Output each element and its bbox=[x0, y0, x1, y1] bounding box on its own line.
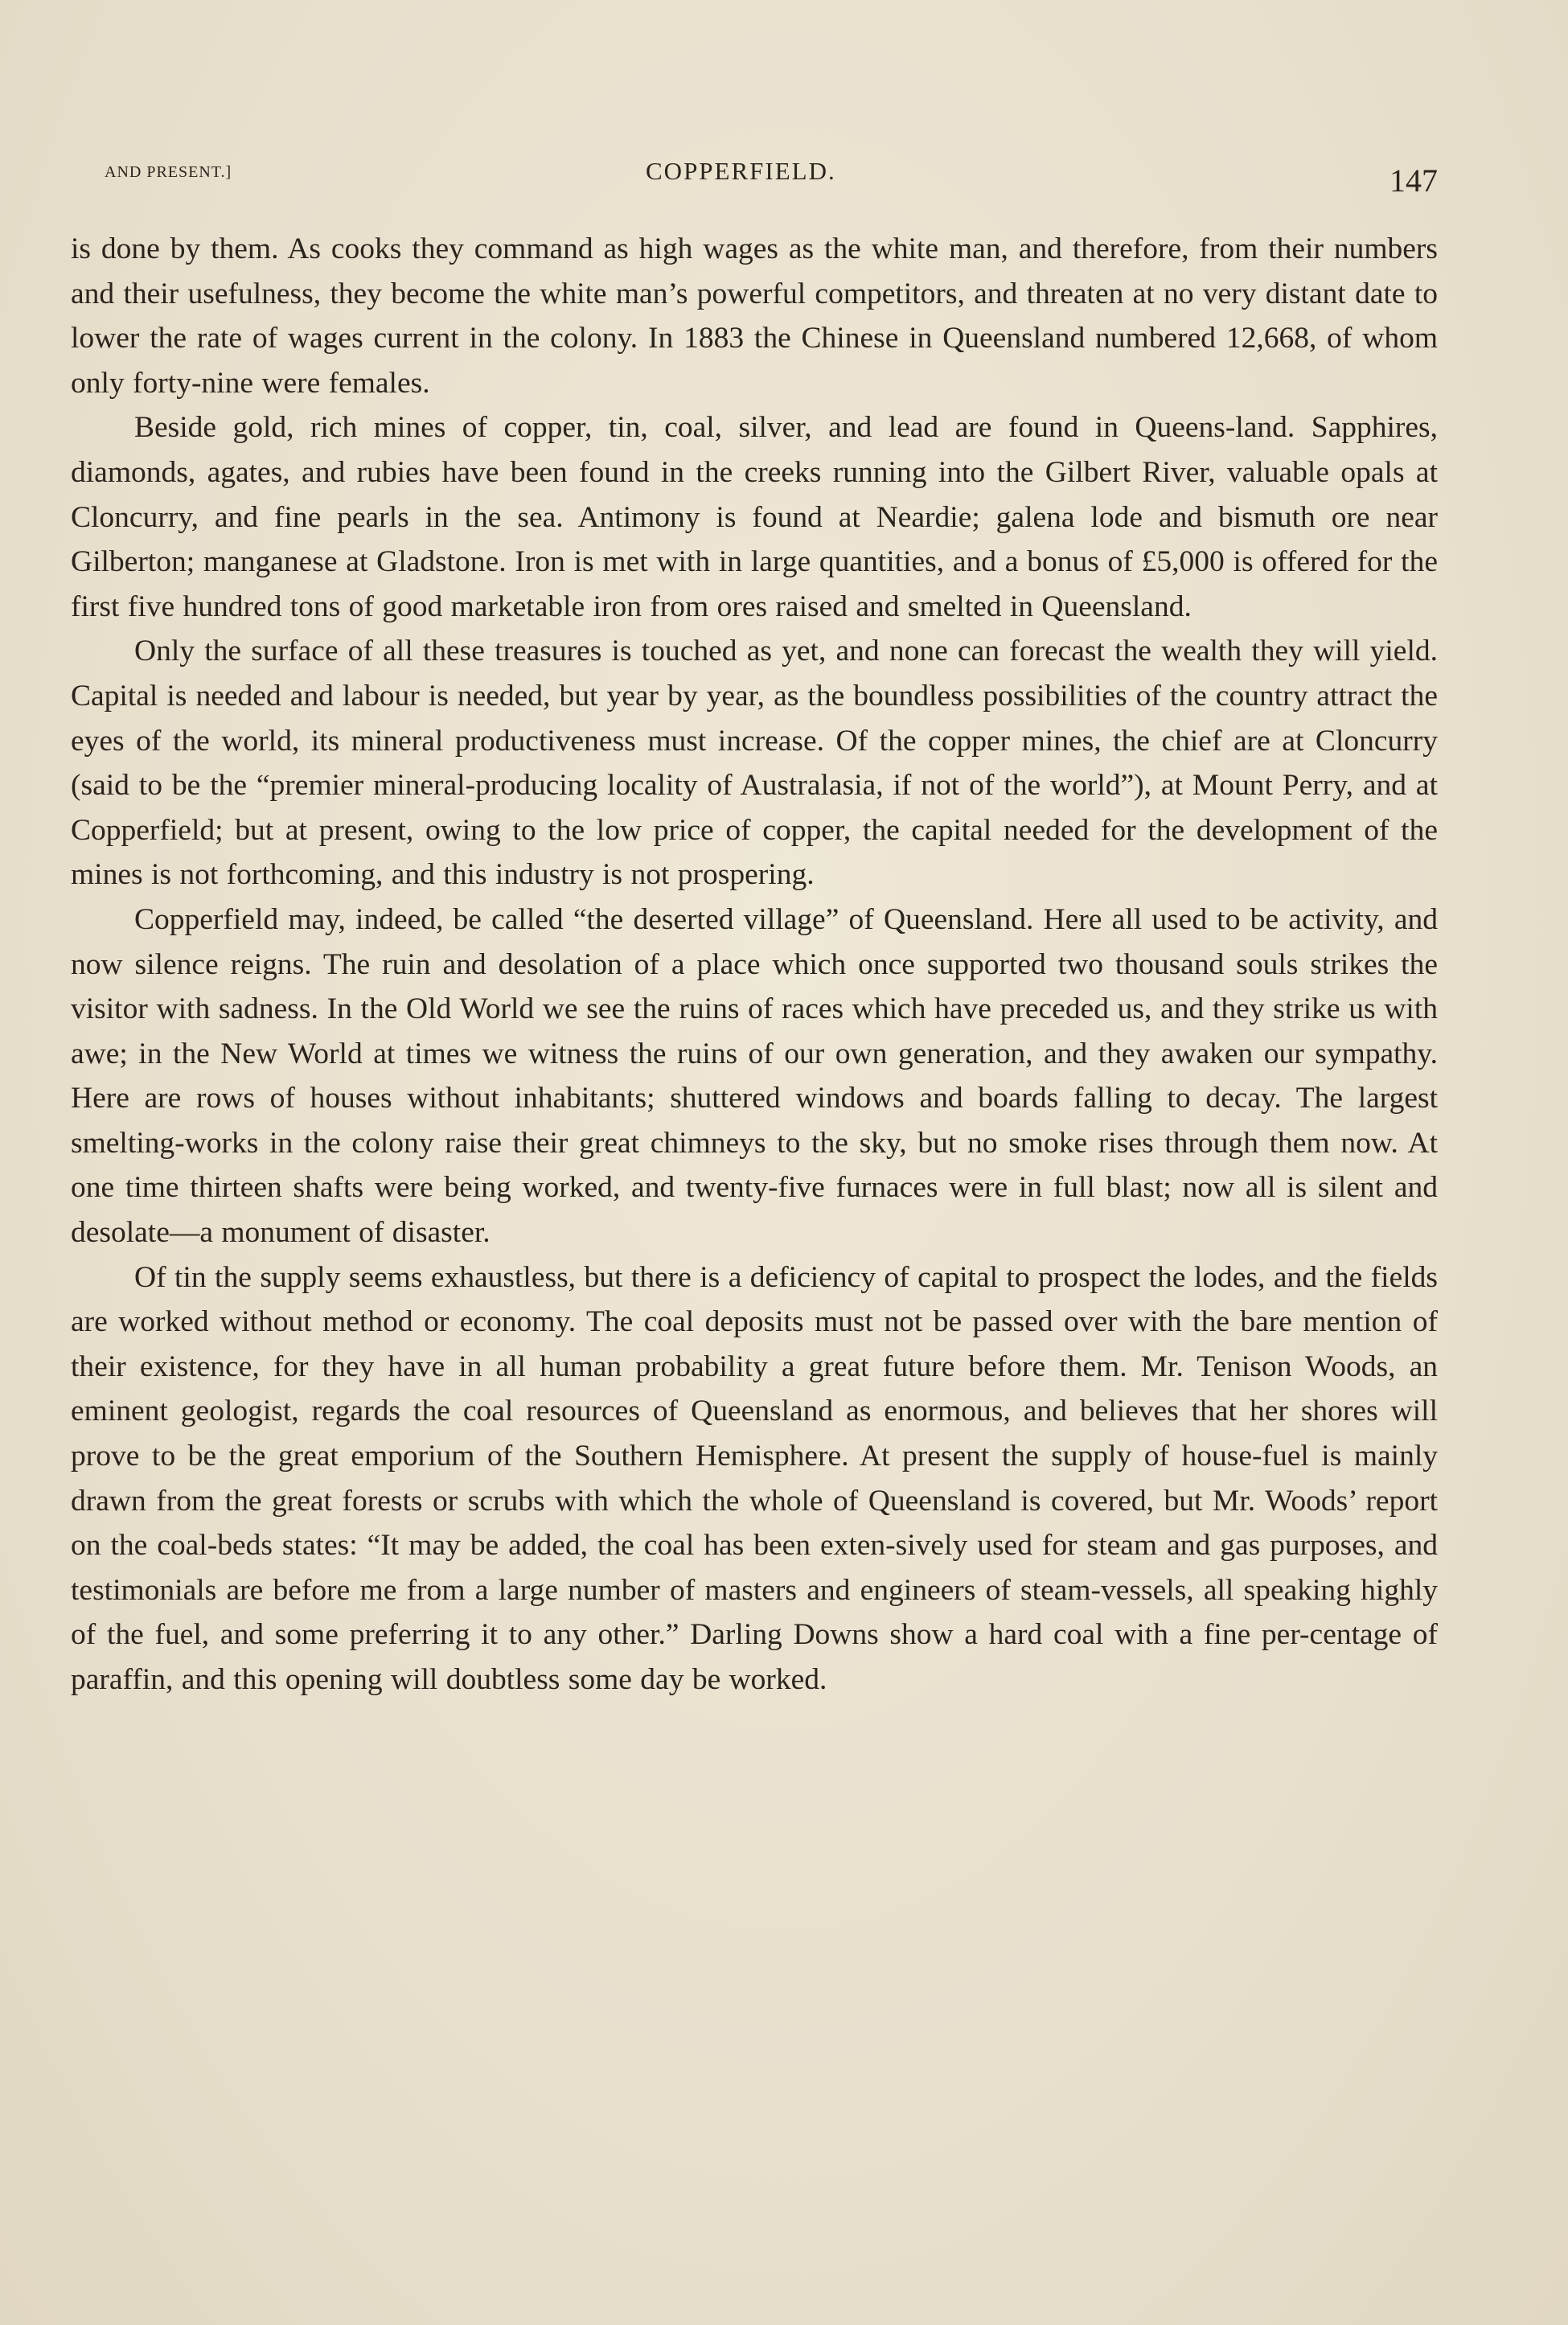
paragraph-4: Copperfield may, indeed, be called “the deserted village” of Queensland. Here all used to be activity, and now silence reigns. The ruin and desolation of a place which once supported two thousand souls strikes the visitor with sadness. In the Old World we see the ruins of races which have preceded us, and they strike us with awe; in the New World at times we witness the ruins of our own generation, and they awaken our sympathy. Here are rows of houses without inhabitants; shuttered windows and boards falling to decay. The largest smelting-works in the colony raise their great chimneys to the sky, but no smoke rises through them now. At one time thirteen shafts were being worked, and twenty-five furnaces were in full blast; now all is silent and desolate—a monument of disaster. bbox=[71, 902, 1438, 1250]
running-head-title: COPPERFIELD. bbox=[646, 157, 836, 185]
running-head bbox=[71, 157, 1438, 205]
paragraph-3: Only the surface of all these treasures is touched as yet, and none can forecast the wealth they will yield. Capital is needed and labour is needed, but year by year, as the boundless possibilities of the country attract the eyes of the world, its mineral productiveness must increase. Of the copper mines, the chief are at Cloncurry (said to be the “premier mineral-producing locality of Australasia, if not of the world”), at Mount Perry, and at Copperfield; but at present, owing to the low price of copper, the capital needed for the development of the mines is not forthcoming, and this industry is not prospering. bbox=[71, 635, 1438, 892]
running-head-left: AND PRESENT.] bbox=[105, 163, 232, 181]
paragraph-5: Of tin the supply seems exhaustless, but there is a deficiency of capital to prospect the lodes, and the fields are worked without method or economy. The coal deposits must not be passed over with the bare mention of their existence, for they have in all human probability a great future before them. Mr. Tenison Woods, an eminent geologist, regards the coal resources of Queensland as enormous, and believes that her shores will prove to be the great emporium of the Southern Hemisphere. At present the supply of house-fuel is mainly drawn from the great forests or scrubs with which the whole of Queensland is covered, but Mr. Woods’ report on the coal-beds states: “It may be added, the coal has been exten-sively used for steam and gas purposes, and testimonials are before me from a large number of masters and engineers of steam-vessels, all speaking highly of the fuel, and some preferring it to any other.” Darling Downs show a hard coal with a fine per-centage of paraffin, and this opening will doubtless some day be worked. bbox=[71, 1260, 1438, 1696]
paragraph-2: Beside gold, rich mines of copper, tin, coal, silver, and lead are found in Queens-land. Sapphires, diamonds, agates, and rubies have been found in the creeks running into the Gilbert River, valuable opals at Cloncurry, and fine pearls in the sea. Antimony is found at Neardie; galena lode and bismuth ore near Gilberton; manganese at Gladstone. Iron is met with in large quantities, and a bonus of £5,000 is offered for the first five hundred tons of good marketable iron from ores raised and smelted in Queensland. bbox=[71, 411, 1438, 623]
page-number: 147 bbox=[1389, 162, 1438, 199]
body-text bbox=[71, 227, 1438, 1703]
paragraph-1: is done by them. As cooks they command as high wages as the white man, and therefore, from their numbers and their usefulness, they become the white man’s powerful competitors, and threaten at no very distant date to lower the rate of wages current in the colony. In 1883 the Chinese in Queensland numbered 12,668, of whom only forty-nine were females. bbox=[71, 232, 1438, 400]
